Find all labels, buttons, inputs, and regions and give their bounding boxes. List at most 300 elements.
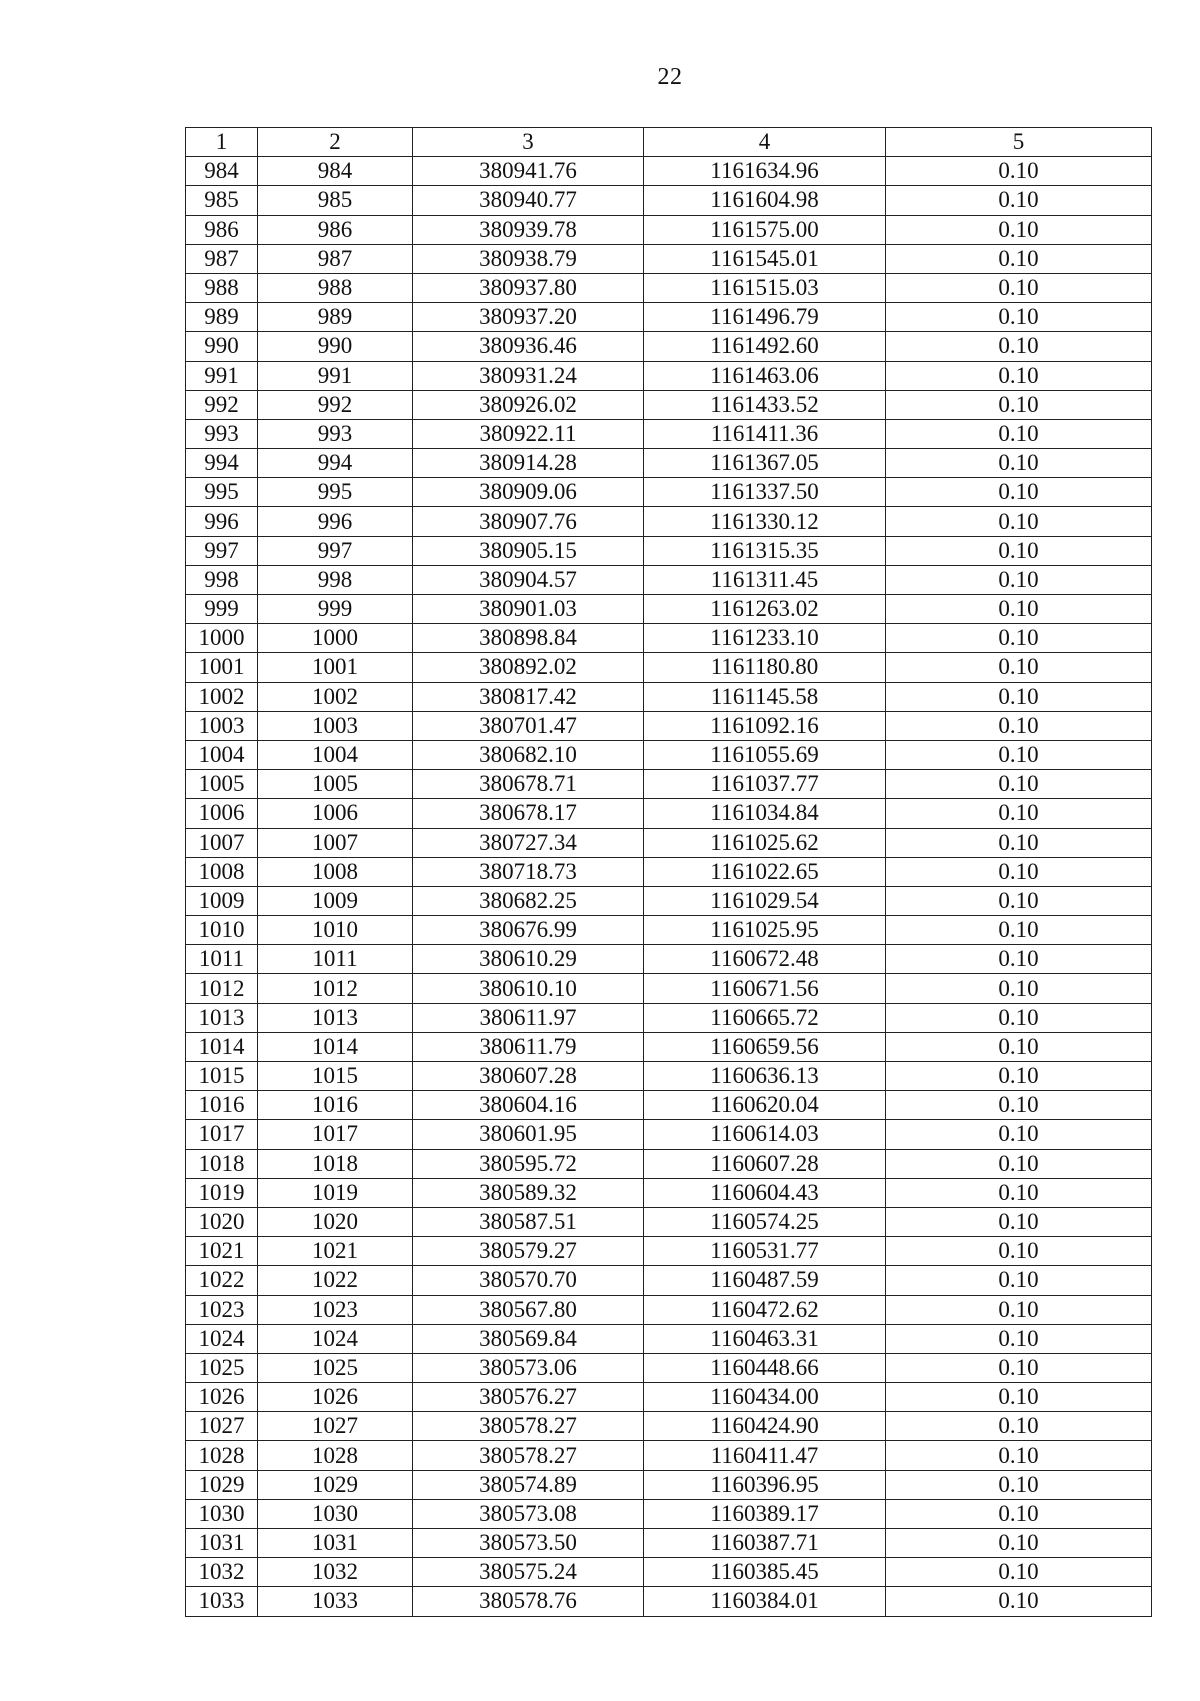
point-number-cell: 994 [186, 449, 258, 478]
point-number-cell: 989 [186, 303, 258, 332]
point-label-cell: 1004 [258, 740, 413, 769]
point-label-cell: 984 [258, 157, 413, 186]
point-number-cell: 1007 [186, 828, 258, 857]
coordinate-y-cell: 1160384.01 [644, 1587, 886, 1616]
point-label-cell: 995 [258, 478, 413, 507]
table-row [186, 595, 1152, 624]
point-label-cell: 1003 [258, 711, 413, 740]
coordinate-y-cell: 1160620.04 [644, 1091, 886, 1120]
table-row [186, 828, 1152, 857]
coordinate-y-cell: 1161029.54 [644, 886, 886, 915]
table-row [186, 1091, 1152, 1120]
coordinate-x-cell: 380922.11 [413, 419, 644, 448]
table-row [186, 1295, 1152, 1324]
coordinate-y-cell: 1160411.47 [644, 1441, 886, 1470]
accuracy-cell: 0.10 [886, 1237, 1152, 1266]
accuracy-cell: 0.10 [886, 361, 1152, 390]
coordinate-x-cell: 380578.27 [413, 1412, 644, 1441]
table-row [186, 886, 1152, 915]
coordinate-y-cell: 1161604.98 [644, 186, 886, 215]
table-row [186, 857, 1152, 886]
point-label-cell: 1021 [258, 1237, 413, 1266]
table-row [186, 215, 1152, 244]
coordinate-y-cell: 1160463.31 [644, 1324, 886, 1353]
table-row [186, 1499, 1152, 1528]
coordinate-y-cell: 1161037.77 [644, 770, 886, 799]
coordinate-x-cell: 380576.27 [413, 1383, 644, 1412]
coordinate-x-cell: 380573.08 [413, 1499, 644, 1528]
accuracy-cell: 0.10 [886, 1412, 1152, 1441]
point-number-cell: 1015 [186, 1062, 258, 1091]
coordinate-x-cell: 380909.06 [413, 478, 644, 507]
coordinate-x-cell: 380926.02 [413, 390, 644, 419]
coordinate-x-cell: 380611.97 [413, 1003, 644, 1032]
coordinate-x-cell: 380587.51 [413, 1207, 644, 1236]
table-row [186, 945, 1152, 974]
accuracy-cell: 0.10 [886, 1149, 1152, 1178]
accuracy-cell: 0.10 [886, 974, 1152, 1003]
coordinate-x-cell: 380718.73 [413, 857, 644, 886]
coordinate-y-cell: 1160614.03 [644, 1120, 886, 1149]
accuracy-cell: 0.10 [886, 332, 1152, 361]
point-number-cell: 1011 [186, 945, 258, 974]
accuracy-cell: 0.10 [886, 1529, 1152, 1558]
table-row [186, 1587, 1152, 1616]
coordinate-y-cell: 1161492.60 [644, 332, 886, 361]
coordinate-y-cell: 1161145.58 [644, 682, 886, 711]
coordinate-x-cell: 380905.15 [413, 536, 644, 565]
point-label-cell: 1024 [258, 1324, 413, 1353]
point-number-cell: 1002 [186, 682, 258, 711]
coordinate-y-cell: 1160607.28 [644, 1149, 886, 1178]
coordinate-y-cell: 1161367.05 [644, 449, 886, 478]
accuracy-cell: 0.10 [886, 653, 1152, 682]
table-row [186, 1120, 1152, 1149]
accuracy-cell: 0.10 [886, 886, 1152, 915]
coordinate-x-cell: 380579.27 [413, 1237, 644, 1266]
accuracy-cell: 0.10 [886, 419, 1152, 448]
accuracy-cell: 0.10 [886, 478, 1152, 507]
coordinate-x-cell: 380936.46 [413, 332, 644, 361]
accuracy-cell: 0.10 [886, 273, 1152, 302]
point-label-cell: 1013 [258, 1003, 413, 1032]
accuracy-cell: 0.10 [886, 186, 1152, 215]
coordinate-x-cell: 380575.24 [413, 1558, 644, 1587]
point-label-cell: 997 [258, 536, 413, 565]
coordinate-x-cell: 380676.99 [413, 916, 644, 945]
coordinates-table [185, 127, 1152, 1617]
accuracy-cell: 0.10 [886, 244, 1152, 273]
column-header: 5 [886, 128, 1152, 157]
accuracy-cell: 0.10 [886, 1178, 1152, 1207]
table-row [186, 1032, 1152, 1061]
coordinate-x-cell: 380589.32 [413, 1178, 644, 1207]
coordinate-y-cell: 1161337.50 [644, 478, 886, 507]
coordinate-y-cell: 1160636.13 [644, 1062, 886, 1091]
point-label-cell: 1018 [258, 1149, 413, 1178]
accuracy-cell: 0.10 [886, 1120, 1152, 1149]
point-number-cell: 1033 [186, 1587, 258, 1616]
point-number-cell: 1024 [186, 1324, 258, 1353]
table-row [186, 740, 1152, 769]
table-row [186, 565, 1152, 594]
coordinate-x-cell: 380595.72 [413, 1149, 644, 1178]
point-number-cell: 1005 [186, 770, 258, 799]
table-row [186, 361, 1152, 390]
point-number-cell: 1023 [186, 1295, 258, 1324]
coordinate-x-cell: 380901.03 [413, 595, 644, 624]
column-header: 3 [413, 128, 644, 157]
point-label-cell: 993 [258, 419, 413, 448]
coordinate-x-cell: 380678.17 [413, 799, 644, 828]
table-row [186, 449, 1152, 478]
point-label-cell: 1000 [258, 624, 413, 653]
coordinate-x-cell: 380727.34 [413, 828, 644, 857]
accuracy-cell: 0.10 [886, 536, 1152, 565]
coordinate-y-cell: 1160387.71 [644, 1529, 886, 1558]
point-label-cell: 991 [258, 361, 413, 390]
coordinate-x-cell: 380578.27 [413, 1441, 644, 1470]
point-number-cell: 1027 [186, 1412, 258, 1441]
point-number-cell: 1020 [186, 1207, 258, 1236]
point-number-cell: 1001 [186, 653, 258, 682]
page-number: 22 [657, 64, 683, 90]
point-number-cell: 1012 [186, 974, 258, 1003]
coordinate-x-cell: 380604.16 [413, 1091, 644, 1120]
accuracy-cell: 0.10 [886, 595, 1152, 624]
table-row [186, 303, 1152, 332]
table-row [186, 1558, 1152, 1587]
coordinate-x-cell: 380611.79 [413, 1032, 644, 1061]
table-row [186, 1178, 1152, 1207]
table-row [186, 186, 1152, 215]
point-number-cell: 1017 [186, 1120, 258, 1149]
accuracy-cell: 0.10 [886, 390, 1152, 419]
coordinate-y-cell: 1160385.45 [644, 1558, 886, 1587]
table-row [186, 1383, 1152, 1412]
point-number-cell: 987 [186, 244, 258, 273]
accuracy-cell: 0.10 [886, 916, 1152, 945]
point-number-cell: 1030 [186, 1499, 258, 1528]
coordinate-y-cell: 1160472.62 [644, 1295, 886, 1324]
table-row [186, 682, 1152, 711]
point-number-cell: 1026 [186, 1383, 258, 1412]
coordinate-x-cell: 380678.71 [413, 770, 644, 799]
point-label-cell: 999 [258, 595, 413, 624]
point-label-cell: 1020 [258, 1207, 413, 1236]
point-number-cell: 1025 [186, 1353, 258, 1382]
point-number-cell: 985 [186, 186, 258, 215]
point-number-cell: 1028 [186, 1441, 258, 1470]
point-label-cell: 1031 [258, 1529, 413, 1558]
coordinate-x-cell: 380898.84 [413, 624, 644, 653]
coordinate-y-cell: 1160424.90 [644, 1412, 886, 1441]
point-number-cell: 1022 [186, 1266, 258, 1295]
coordinate-x-cell: 380569.84 [413, 1324, 644, 1353]
point-label-cell: 1005 [258, 770, 413, 799]
coordinate-x-cell: 380573.50 [413, 1529, 644, 1558]
point-number-cell: 1003 [186, 711, 258, 740]
point-number-cell: 999 [186, 595, 258, 624]
accuracy-cell: 0.10 [886, 1032, 1152, 1061]
point-number-cell: 1013 [186, 1003, 258, 1032]
coordinate-y-cell: 1161634.96 [644, 157, 886, 186]
column-header: 1 [186, 128, 258, 157]
table-row [186, 1149, 1152, 1178]
table-row [186, 711, 1152, 740]
column-header: 4 [644, 128, 886, 157]
table-row [186, 1207, 1152, 1236]
coordinate-y-cell: 1161025.62 [644, 828, 886, 857]
coordinate-y-cell: 1160531.77 [644, 1237, 886, 1266]
coordinate-y-cell: 1160671.56 [644, 974, 886, 1003]
coordinate-x-cell: 380578.76 [413, 1587, 644, 1616]
coordinate-x-cell: 380937.20 [413, 303, 644, 332]
point-number-cell: 1000 [186, 624, 258, 653]
coordinate-y-cell: 1161233.10 [644, 624, 886, 653]
table-row [186, 1441, 1152, 1470]
point-number-cell: 1021 [186, 1237, 258, 1266]
point-number-cell: 1010 [186, 916, 258, 945]
accuracy-cell: 0.10 [886, 1558, 1152, 1587]
accuracy-cell: 0.10 [886, 799, 1152, 828]
table-row [186, 1003, 1152, 1032]
point-number-cell: 1008 [186, 857, 258, 886]
table-row [186, 273, 1152, 302]
point-number-cell: 1004 [186, 740, 258, 769]
point-label-cell: 1010 [258, 916, 413, 945]
accuracy-cell: 0.10 [886, 1003, 1152, 1032]
coordinate-x-cell: 380601.95 [413, 1120, 644, 1149]
point-number-cell: 1029 [186, 1470, 258, 1499]
point-label-cell: 996 [258, 507, 413, 536]
coordinate-y-cell: 1161575.00 [644, 215, 886, 244]
accuracy-cell: 0.10 [886, 1207, 1152, 1236]
coordinate-x-cell: 380701.47 [413, 711, 644, 740]
coordinate-y-cell: 1161055.69 [644, 740, 886, 769]
column-header: 2 [258, 128, 413, 157]
accuracy-cell: 0.10 [886, 303, 1152, 332]
table-row [186, 419, 1152, 448]
table-row [186, 1237, 1152, 1266]
accuracy-cell: 0.10 [886, 1295, 1152, 1324]
table-row [186, 653, 1152, 682]
table-row [186, 244, 1152, 273]
coordinate-y-cell: 1160574.25 [644, 1207, 886, 1236]
accuracy-cell: 0.10 [886, 711, 1152, 740]
point-label-cell: 992 [258, 390, 413, 419]
point-label-cell: 1019 [258, 1178, 413, 1207]
coordinate-y-cell: 1160448.66 [644, 1353, 886, 1382]
coordinate-x-cell: 380567.80 [413, 1295, 644, 1324]
coordinate-x-cell: 380907.76 [413, 507, 644, 536]
table-row [186, 1266, 1152, 1295]
coordinate-y-cell: 1161515.03 [644, 273, 886, 302]
coordinate-y-cell: 1161311.45 [644, 565, 886, 594]
accuracy-cell: 0.10 [886, 770, 1152, 799]
point-label-cell: 1016 [258, 1091, 413, 1120]
table-row [186, 332, 1152, 361]
coordinate-y-cell: 1161034.84 [644, 799, 886, 828]
point-label-cell: 1011 [258, 945, 413, 974]
point-label-cell: 994 [258, 449, 413, 478]
point-label-cell: 1023 [258, 1295, 413, 1324]
coordinate-y-cell: 1161025.95 [644, 916, 886, 945]
point-label-cell: 1006 [258, 799, 413, 828]
table-row [186, 916, 1152, 945]
accuracy-cell: 0.10 [886, 507, 1152, 536]
table-row [186, 478, 1152, 507]
header-row [186, 128, 1152, 157]
point-label-cell: 1033 [258, 1587, 413, 1616]
accuracy-cell: 0.10 [886, 1587, 1152, 1616]
table-row [186, 799, 1152, 828]
accuracy-cell: 0.10 [886, 1091, 1152, 1120]
point-number-cell: 1009 [186, 886, 258, 915]
point-label-cell: 989 [258, 303, 413, 332]
coordinate-y-cell: 1161496.79 [644, 303, 886, 332]
accuracy-cell: 0.10 [886, 565, 1152, 594]
point-label-cell: 988 [258, 273, 413, 302]
accuracy-cell: 0.10 [886, 1353, 1152, 1382]
table-header [186, 128, 1152, 157]
coordinate-x-cell: 380937.80 [413, 273, 644, 302]
point-number-cell: 998 [186, 565, 258, 594]
accuracy-cell: 0.10 [886, 157, 1152, 186]
coordinate-x-cell: 380570.70 [413, 1266, 644, 1295]
coordinate-x-cell: 380682.10 [413, 740, 644, 769]
point-number-cell: 997 [186, 536, 258, 565]
table-row [186, 1529, 1152, 1558]
point-label-cell: 1002 [258, 682, 413, 711]
point-label-cell: 1030 [258, 1499, 413, 1528]
coordinate-x-cell: 380817.42 [413, 682, 644, 711]
coordinate-x-cell: 380941.76 [413, 157, 644, 186]
coordinate-y-cell: 1161022.65 [644, 857, 886, 886]
coordinate-y-cell: 1161263.02 [644, 595, 886, 624]
accuracy-cell: 0.10 [886, 624, 1152, 653]
accuracy-cell: 0.10 [886, 1470, 1152, 1499]
table-row [186, 1353, 1152, 1382]
coordinate-x-cell: 380914.28 [413, 449, 644, 478]
coordinate-y-cell: 1160487.59 [644, 1266, 886, 1295]
coordinate-y-cell: 1160659.56 [644, 1032, 886, 1061]
table-row [186, 1470, 1152, 1499]
coordinate-y-cell: 1161092.16 [644, 711, 886, 740]
point-number-cell: 990 [186, 332, 258, 361]
point-number-cell: 988 [186, 273, 258, 302]
table-row [186, 974, 1152, 1003]
accuracy-cell: 0.10 [886, 1266, 1152, 1295]
accuracy-cell: 0.10 [886, 1383, 1152, 1412]
point-number-cell: 1031 [186, 1529, 258, 1558]
accuracy-cell: 0.10 [886, 1499, 1152, 1528]
point-number-cell: 996 [186, 507, 258, 536]
table-row [186, 1324, 1152, 1353]
coordinate-x-cell: 380610.29 [413, 945, 644, 974]
accuracy-cell: 0.10 [886, 1441, 1152, 1470]
table-row [186, 1412, 1152, 1441]
point-label-cell: 1017 [258, 1120, 413, 1149]
accuracy-cell: 0.10 [886, 828, 1152, 857]
point-label-cell: 1007 [258, 828, 413, 857]
table-row [186, 536, 1152, 565]
coordinate-y-cell: 1161463.06 [644, 361, 886, 390]
coordinate-x-cell: 380574.89 [413, 1470, 644, 1499]
table-body [186, 157, 1152, 1616]
point-label-cell: 1027 [258, 1412, 413, 1441]
point-label-cell: 1015 [258, 1062, 413, 1091]
coordinate-y-cell: 1161330.12 [644, 507, 886, 536]
table-row [186, 507, 1152, 536]
accuracy-cell: 0.10 [886, 215, 1152, 244]
point-number-cell: 993 [186, 419, 258, 448]
point-label-cell: 1014 [258, 1032, 413, 1061]
coordinate-x-cell: 380573.06 [413, 1353, 644, 1382]
coordinate-x-cell: 380610.10 [413, 974, 644, 1003]
coordinate-y-cell: 1161433.52 [644, 390, 886, 419]
point-label-cell: 1022 [258, 1266, 413, 1295]
coordinate-y-cell: 1161180.80 [644, 653, 886, 682]
point-label-cell: 1025 [258, 1353, 413, 1382]
accuracy-cell: 0.10 [886, 449, 1152, 478]
accuracy-cell: 0.10 [886, 682, 1152, 711]
coordinate-x-cell: 380904.57 [413, 565, 644, 594]
point-number-cell: 984 [186, 157, 258, 186]
point-label-cell: 1008 [258, 857, 413, 886]
point-number-cell: 1014 [186, 1032, 258, 1061]
table-row [186, 1062, 1152, 1091]
accuracy-cell: 0.10 [886, 857, 1152, 886]
accuracy-cell: 0.10 [886, 740, 1152, 769]
table-row [186, 770, 1152, 799]
coordinate-y-cell: 1160434.00 [644, 1383, 886, 1412]
coordinate-y-cell: 1161545.01 [644, 244, 886, 273]
point-number-cell: 1006 [186, 799, 258, 828]
point-number-cell: 1016 [186, 1091, 258, 1120]
point-number-cell: 995 [186, 478, 258, 507]
accuracy-cell: 0.10 [886, 1324, 1152, 1353]
point-label-cell: 986 [258, 215, 413, 244]
table-row [186, 624, 1152, 653]
point-number-cell: 1019 [186, 1178, 258, 1207]
point-number-cell: 1032 [186, 1558, 258, 1587]
point-label-cell: 1028 [258, 1441, 413, 1470]
accuracy-cell: 0.10 [886, 1062, 1152, 1091]
point-label-cell: 998 [258, 565, 413, 594]
coordinate-x-cell: 380938.79 [413, 244, 644, 273]
coordinate-y-cell: 1161411.36 [644, 419, 886, 448]
point-number-cell: 986 [186, 215, 258, 244]
point-label-cell: 1012 [258, 974, 413, 1003]
table-row [186, 157, 1152, 186]
point-label-cell: 987 [258, 244, 413, 273]
coordinate-y-cell: 1161315.35 [644, 536, 886, 565]
coordinate-y-cell: 1160389.17 [644, 1499, 886, 1528]
coordinate-x-cell: 380892.02 [413, 653, 644, 682]
coordinate-y-cell: 1160672.48 [644, 945, 886, 974]
point-label-cell: 1029 [258, 1470, 413, 1499]
coordinate-y-cell: 1160665.72 [644, 1003, 886, 1032]
point-label-cell: 1026 [258, 1383, 413, 1412]
accuracy-cell: 0.10 [886, 945, 1152, 974]
point-label-cell: 990 [258, 332, 413, 361]
coordinate-x-cell: 380682.25 [413, 886, 644, 915]
point-number-cell: 1018 [186, 1149, 258, 1178]
point-number-cell: 991 [186, 361, 258, 390]
coordinate-y-cell: 1160604.43 [644, 1178, 886, 1207]
coordinate-x-cell: 380931.24 [413, 361, 644, 390]
